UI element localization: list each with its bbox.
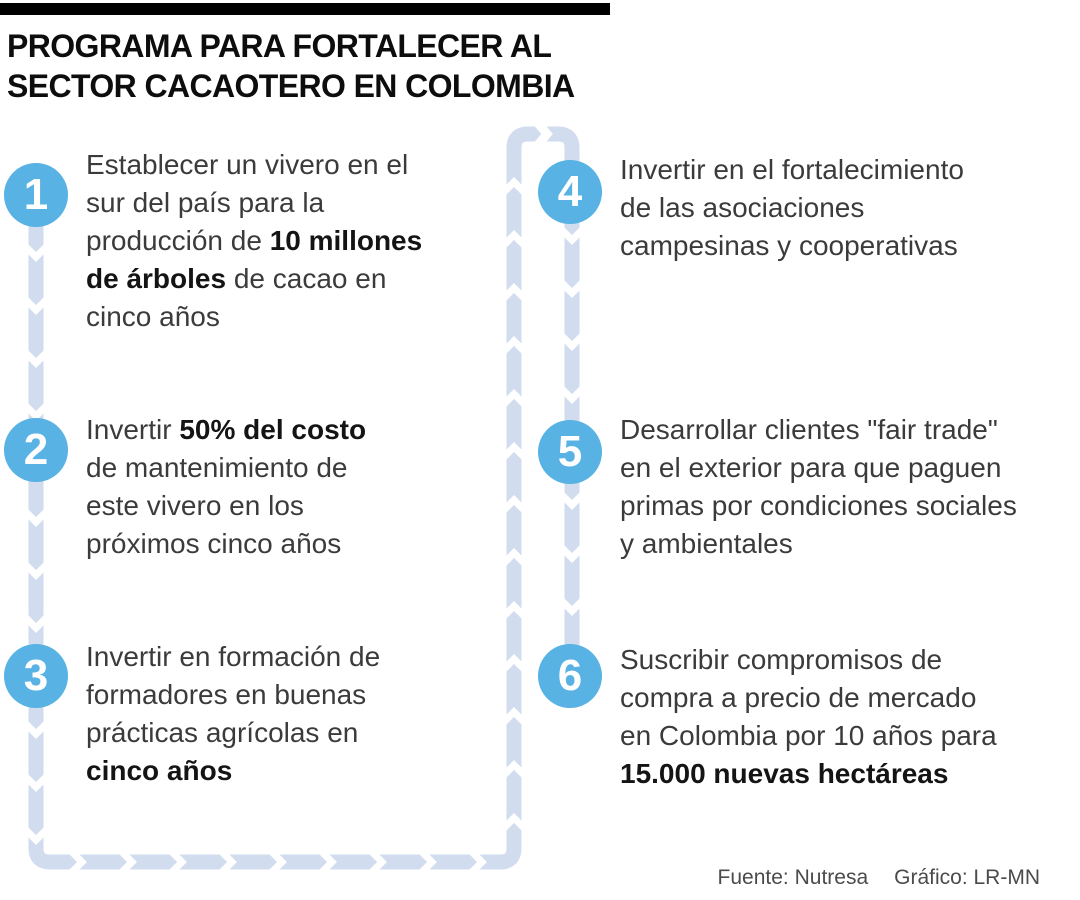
step-text — [86, 638, 380, 790]
step-text-line: compra a precio de mercado — [620, 682, 977, 713]
step-text-line: y ambientales — [620, 528, 793, 559]
page-title-line2: SECTOR CACAOTERO EN COLOMBIA — [7, 68, 575, 104]
step-text-line: Invertir en formación de — [86, 641, 381, 672]
step-text-line: este vivero en los — [86, 490, 304, 521]
step-text-line: en Colombia por 10 años para — [620, 720, 997, 751]
step-text-line: próximos cinco años — [86, 528, 342, 559]
step-text-line: Invertir 50% del costo — [86, 414, 367, 445]
step-number-badge: 6 — [538, 644, 602, 708]
step-text-line: cinco años — [86, 301, 220, 332]
step-text-line: formadores en buenas — [86, 679, 367, 710]
step-number-badge: 2 — [4, 418, 68, 482]
step-text — [86, 411, 366, 563]
step-text-line: de árboles de cacao en — [86, 263, 387, 294]
page-title — [7, 26, 575, 106]
step-number-badge: 4 — [538, 160, 602, 224]
step-number-badge: 3 — [4, 644, 68, 708]
step-text-line: de las asociaciones — [620, 192, 865, 223]
credits — [718, 866, 1040, 890]
step-text — [620, 151, 964, 265]
step-text-line: 15.000 nuevas hectáreas — [620, 758, 949, 789]
step-text-line: campesinas y cooperativas — [620, 230, 958, 261]
step-text-line: primas por condiciones sociales — [620, 490, 1017, 521]
step-text-line: producción de 10 millones — [86, 225, 423, 256]
step-number-badge: 1 — [4, 163, 68, 227]
step-text-line: de mantenimiento de — [86, 452, 348, 483]
step-text-line: Suscribir compromisos de — [620, 644, 943, 675]
page-title-line1: PROGRAMA PARA FORTALECER AL — [7, 28, 552, 64]
step-text-line: Establecer un vivero en el — [86, 149, 409, 180]
title-accent-bar — [0, 3, 610, 15]
step-text-line: Invertir en el fortalecimiento — [620, 154, 964, 185]
source-label: Fuente: Nutresa — [717, 866, 869, 889]
step-number-badge: 5 — [538, 420, 602, 484]
step-text-line: prácticas agrícolas en — [86, 717, 359, 748]
step-text-line: sur del país para la — [86, 187, 325, 218]
step-text-line: Desarrollar clientes "fair trade" — [620, 414, 998, 445]
step-text — [620, 411, 1017, 563]
step-text — [86, 146, 422, 336]
credit-label: Gráfico: LR-MN — [894, 866, 1040, 889]
step-text — [620, 641, 997, 793]
step-text-line: cinco años — [86, 755, 233, 786]
step-text-line: en el exterior para que paguen — [620, 452, 1002, 483]
